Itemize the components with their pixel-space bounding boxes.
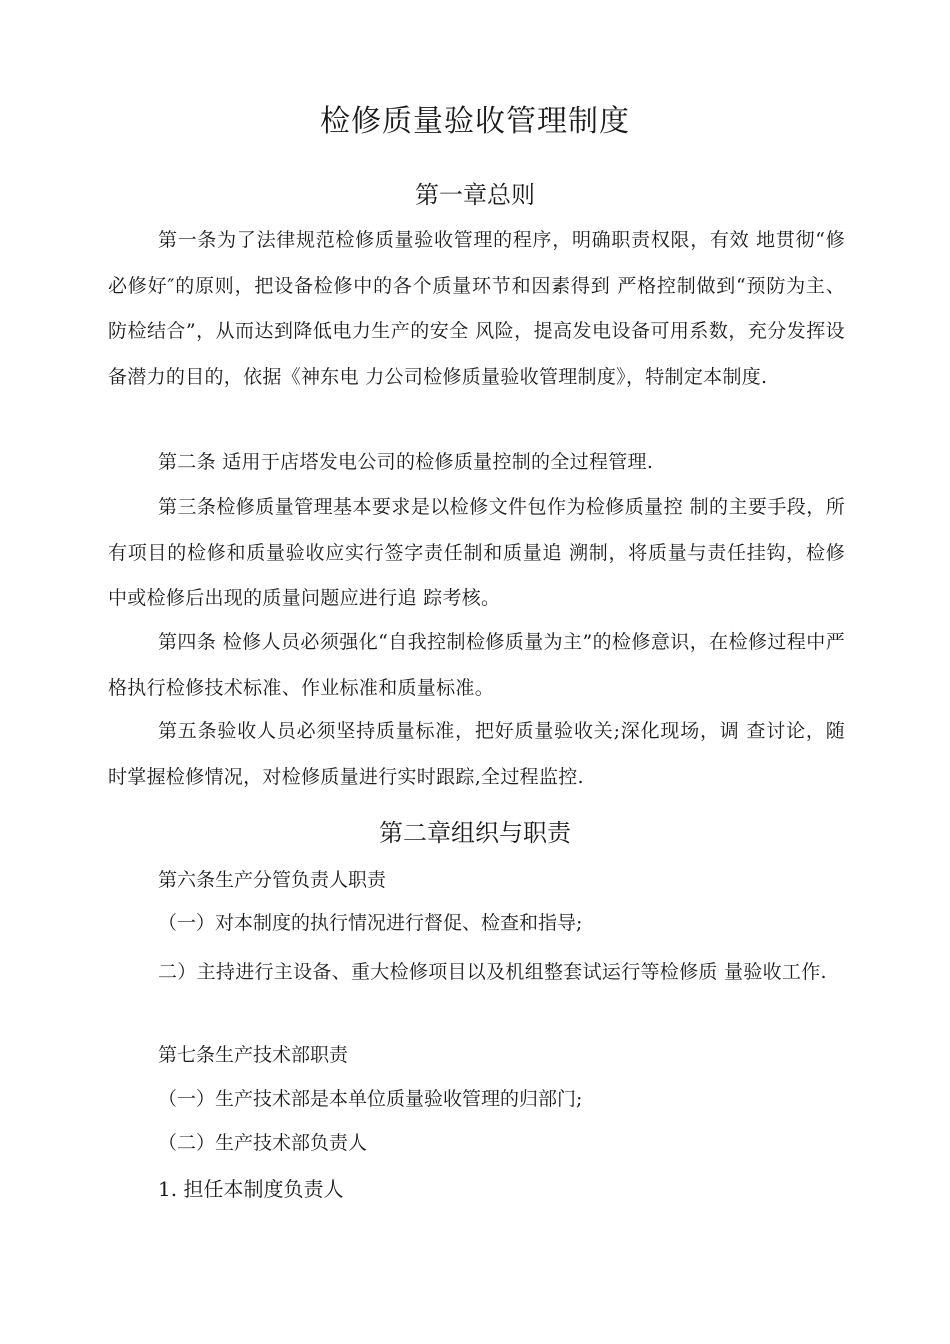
chapter-heading: 第二章组织与职责: [379, 819, 571, 847]
list-item: （二）生产技术部负责人: [158, 1132, 368, 1154]
list-item: （一）对本制度的执行情况进行督促、检查和指导;: [158, 912, 583, 934]
numbered-item: 1. 担任本制度负责人: [158, 1177, 344, 1201]
article-2-paragraph: 第二条 适用于店塔发电公司的检修质量控制的全过程管理.: [158, 451, 654, 473]
article-3-paragraph: 第三条检修质量管理基本要求是以检修文件包作为检修质量控 制的主要手段，所有项目的检修和质量验收应实行签字责任制和质量追 溯制，将质量与责任挂钩，检修中或检修后出现的质量问题应进行追 踪考核。: [108, 496, 845, 609]
article-1-paragraph: 第一条为了法律规范检修质量验收管理的程序，明确职责权限，有效 地贯彻“修必修好″的原则，把设备检修中的各个质量环节和因素得到 严格控制做到“预防为主、防检结合”，从而达到降低电力生产的安全 风险，提高发电设备可用系数，充分发挥设备潜力的目的，依据《神东电 力公司检修质量验收管理制度》，特制定本制度.: [108, 229, 845, 388]
article-4-paragraph: 第四条 检修人员必须强化“自我控制检修质量为主”的检修意识，在检修过程中严格执行检修技术标准、作业标准和质量标准。: [108, 631, 845, 699]
document-title: 检修质量验收管理制度: [320, 104, 630, 139]
chapter-heading: 第一章总则: [415, 181, 535, 209]
list-item: （一）生产技术部是本单位质量验收管理的归部门;: [158, 1088, 583, 1110]
article-7-heading: 第七条生产技术部职责: [158, 1044, 349, 1066]
article-5-paragraph: 第五条验收人员必须坚持质量标准，把好质量验收关;深化现场，调 查讨论，随时掌握检修情况，对检修质量进行实时跟踪,全过程监控.: [108, 720, 845, 788]
list-item: 二）主持进行主设备、重大检修项目以及机组整套试运行等检修质 量验收工作.: [158, 961, 827, 983]
article-6-heading: 第六条生产分管负责人职责: [158, 869, 387, 891]
